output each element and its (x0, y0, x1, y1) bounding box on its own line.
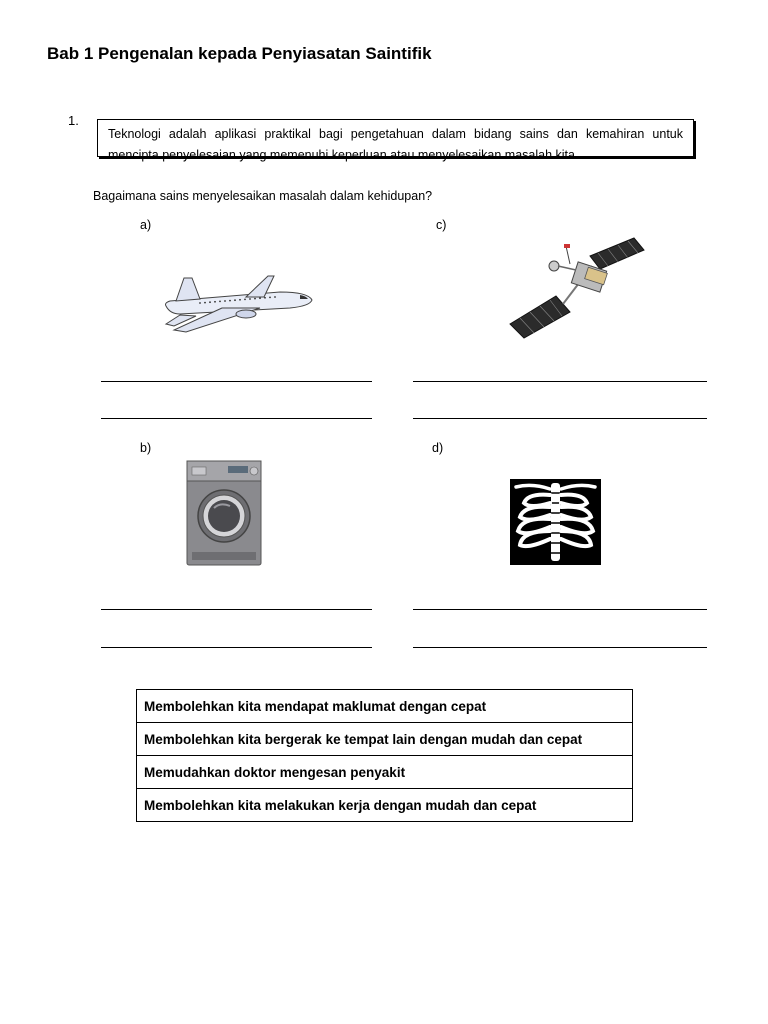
answer-option: Memudahkan doktor mengesan penyakit (137, 756, 633, 789)
answer-option: Membolehkan kita melakukan kerja dengan mudah dan cepat (137, 789, 633, 822)
answer-line-c1[interactable] (413, 381, 707, 382)
answer-line-d1[interactable] (413, 609, 707, 610)
answer-line-a2[interactable] (101, 418, 372, 419)
airplane-icon (160, 270, 316, 334)
page-title: Bab 1 Pengenalan kepada Penyiasatan Saintifik (47, 44, 432, 63)
answer-line-b1[interactable] (101, 609, 372, 610)
chest-xray-icon (510, 479, 601, 565)
item-c-label: c) (436, 218, 447, 232)
answer-options-table (136, 689, 633, 822)
answer-option: Membolehkan kita mendapat maklumat dengan cepat (137, 690, 633, 723)
item-a-label: a) (140, 218, 152, 232)
washing-machine-icon (186, 460, 262, 566)
answer-line-b2[interactable] (101, 647, 372, 648)
item-b-label: b) (140, 441, 152, 455)
answer-line-d2[interactable] (413, 647, 707, 648)
answer-option: Membolehkan kita bergerak ke tempat lain dengan mudah dan cepat (137, 723, 633, 756)
satellite-icon (508, 236, 648, 340)
question-text: Bagaimana sains menyelesaikan masalah dalam kehidupan? (93, 189, 433, 203)
answer-line-a1[interactable] (101, 381, 372, 382)
definition-box: Teknologi adalah aplikasi praktikal bagi pengetahuan dalam bidang sains dan kemahiran untuk mencipta penyelesaian yang memenuhi keperluan atau menyelesaikan masalah kita. (97, 119, 694, 157)
question-number: 1. (68, 113, 79, 128)
answer-line-c2[interactable] (413, 418, 707, 419)
item-d-label: d) (432, 441, 444, 455)
